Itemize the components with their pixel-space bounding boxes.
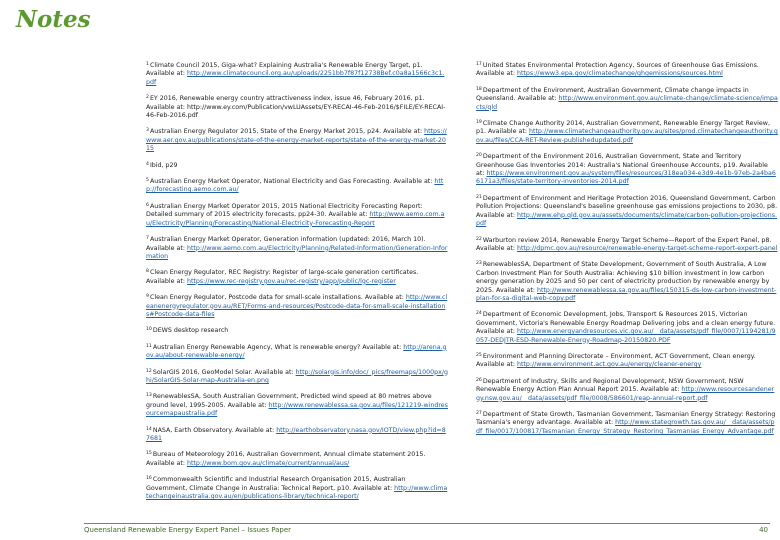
footnote-link[interactable]: http://www.climatechangeinaustralia.gov.au/en/publications-library/technical-report/ (146, 484, 448, 501)
footnote-number: 22 (476, 236, 482, 242)
footnote-link[interactable]: http://www.aemo.com.au/Electricity/Planning/Related-Information/Generation-Information (146, 244, 448, 260)
footnote (146, 393, 448, 418)
footnote-number: 10 (146, 327, 152, 333)
footnote (146, 62, 448, 87)
footnote (146, 427, 448, 444)
footnote-link[interactable]: https://www3.epa.gov/climatechange/ghgemissions/sources.html (516, 70, 723, 78)
footnote-number: 16 (146, 476, 152, 482)
footnote-link[interactable]: http://www.resourcesandenergy.nsw.gov.au/__data/assets/pdf_file/0008/586601/reap-annual-report.pdf (476, 386, 775, 402)
footnote-text: Australian Energy Regulator 2015, State of the Energy Market 2015, p24. Available at: (149, 128, 423, 136)
footnote (146, 327, 448, 335)
footnote-text: Department of the Environment 2016, Australian Government, State and Territory Greenhouse Gas Inventories 2014: Australia's National Greenhouse Accounts, p19. Available at: (476, 153, 768, 178)
footnote (476, 87, 778, 112)
footnote-text: Climate Change Authority 2014, Australian Government, Renewable Energy Target Review, p1. Available at: (476, 120, 770, 136)
footnote-number: 21 (476, 194, 482, 200)
footnote-number: 18 (476, 86, 482, 92)
footnote-text: Department of Industry, Skills and Regional Development, NSW Government, NSW Renewable Energy Action Plan Annual Report 2015. Available at: (476, 377, 744, 394)
footnote-link[interactable]: http://www.renewablessa.sa.gov.au/files/121219-windresourcemapaustralia.pdf (146, 401, 448, 418)
footnote-number: 7 (146, 236, 149, 242)
footnote-text: Ibid, p29 (149, 161, 178, 169)
footnote-text: Bureau of Meteorology 2016, Australian Government, Annual climate statement 2015. Available at: (146, 451, 426, 467)
footnote-link[interactable]: http://www.climatecouncil.org.au/uploads/2251bb7f87f12738Bef.c0a8a1566c3c1.pdf (146, 70, 445, 86)
footnote-number: 23 (476, 261, 482, 267)
page-title: Notes (16, 6, 91, 33)
footnote-number: 24 (476, 311, 482, 317)
footnote (146, 451, 448, 468)
footnote-link[interactable]: http://dpmc.gov.au/resource/renewable-energy-target-scheme-report-expert-panel (516, 244, 778, 252)
footnote (476, 311, 778, 345)
footnote-text: RenewablesSA, South Australian Government, Predicted wind speed at 80 metres above ground level, 1995-2005. Available at: (146, 393, 432, 409)
footnote-link[interactable]: http://www.environment.gov.au/climate-change/climate-science/impacts/qld (476, 95, 778, 111)
footnote (476, 261, 778, 303)
page-number: 40 (759, 526, 768, 534)
footnote-text: United States Environmental Protection Agency, Sources of Greenhouse Gas Emissions. Available at: (476, 62, 759, 78)
footnote-number: 14 (146, 426, 152, 432)
footnote-number: 4 (146, 161, 149, 167)
footnote (146, 269, 448, 286)
footnote (146, 236, 448, 261)
footnote-number: 3 (146, 128, 149, 134)
footnote-number: 8 (146, 269, 149, 275)
footnote-text: Clean Energy Regulator, Postcode data for small-scale installations. Available at: (149, 294, 404, 302)
footnote-number: 9 (146, 294, 149, 300)
footer-text: Queensland Renewable Energy Expert Panel – Issues Paper (84, 526, 292, 534)
left-notes-column (146, 62, 448, 509)
footnote (476, 378, 778, 403)
footnote-link[interactable]: http://arena.gov.au/about-renewable-energy/ (146, 343, 447, 360)
footnote (476, 153, 778, 187)
footnote-text: Commonwealth Scientific and Industrial Research Organisation 2015, Australian Government, Climate Change in Australia: Technical Report, p10. Available at: (146, 476, 406, 492)
footnote-link[interactable]: http://www.renewablessa.sa.gov.au/files/150315-ds-low-carbon-investment-plan-for-sa-digital-web-copy.pdf (476, 286, 777, 302)
footnote-link[interactable]: https://www.aer.gov.au/publications/state-of-the-energy-market-reports/state-of-the-energy-market-2015 (146, 128, 447, 153)
footnote-link[interactable]: http://www.bom.gov.au/climate/current/annual/aus/ (186, 459, 350, 467)
footnote (476, 353, 778, 370)
footnote-link[interactable]: http://www.cleanenergyregulator.gov.au/RET/Forms-and-resources/Postcode-data-for-small-scale-installations#Postcode-data-files (146, 294, 448, 318)
footnote (476, 195, 778, 229)
footnote-link[interactable]: http://www.climatechangeauthority.gov.au/sites/prod.climatechangeauthority.gov.au/files/CCA-RET-Review-publishedupdated.pdf (476, 128, 778, 144)
footnote (146, 128, 448, 153)
footnote (476, 411, 778, 436)
footnote (146, 95, 448, 120)
footnote (146, 162, 448, 170)
footnote-text: Australian Energy Market Operator, National Electricity and Gas Forecasting. Available at: (149, 178, 433, 186)
footnote-link[interactable]: http://www.stategrowth.tas.gov.au/__data/assets/pdf_file/0017/100817/Tasmanian_Energy_Strategy_Restoring_Tasmanias_Energy_Advantage.pdf (476, 419, 775, 435)
footnote-link[interactable]: http://solargis.info/doc/_pics/freemaps/1000px/ghi/SolarGIS-Solar-map-Australia-en.png (146, 368, 448, 384)
footnote-link[interactable]: http://www.aemo.com.au/Electricity/Planning/Forecasting/National-Electricity-Forecasting-Report (146, 211, 445, 227)
footnote-number: 26 (476, 377, 482, 383)
footnote-number: 6 (146, 202, 149, 208)
footnote (146, 203, 448, 228)
footnote-text: Climate Council 2015, Giga-what? Explaining Australia's Renewable Energy Target, p1. Available at: (146, 62, 423, 78)
footnote-link[interactable]: http://www.environment.act.gov.au/energy/cleaner-energy (516, 361, 702, 369)
footnote-text: Department of Environment and Heritage Protection 2016, Queensland Government, Carbon Pollution Projections: Queensland's baseline greenhouse gas emissions projections to 2030, p8. Available at: (476, 194, 778, 219)
footnote-number: 2 (146, 95, 149, 101)
footnote-link[interactable]: http://www.ehp.qld.gov.au/assets/documents/climate/carbon-pollution-projections.pdf (476, 211, 777, 228)
footnote-number: 15 (146, 451, 152, 457)
footnote-link[interactable]: https://www.environment.gov.au/system/files/resources/318ea034-e3d9-4e1b-97eb-2a4ba66171a3/files/state-territory-inventories-2014.pdf (476, 170, 776, 186)
footnote-number: 20 (476, 153, 482, 159)
footnote-number: 12 (146, 368, 152, 374)
footnote-text: Environment and Planning Directorate – Environment, ACT Government, Clean energy. Available at: (476, 352, 756, 369)
footnote-number: 1 (146, 62, 149, 67)
footnote-text: RenewablesSA, Department of State Development, Government of South Australia, A Low Carbon Investment Plan for South Australia: Achieving $10 billion investment in low carbon energy generation by 2025 and 50 per cent of electricity production by renewable energy by 2025. Available at: (476, 261, 770, 294)
footnote-link[interactable]: http://forecasting.aemo.com.au/ (146, 178, 444, 194)
footnote-text: SolarGIS 2016, GeoModel Solar. Available at: (152, 368, 294, 376)
footnote-number: 11 (146, 343, 152, 349)
footnote-text: DEWS desktop research (152, 327, 229, 335)
footnote-text: Clean Energy Regulator, REC Registry: Register of large-scale generation certificates. Available at: (146, 269, 419, 285)
footnote-link[interactable]: https://www.rec-registry.gov.au/rec-registry/app/public/lgc-register (186, 277, 396, 285)
footnote-number: 13 (146, 393, 152, 399)
footer-divider (84, 523, 770, 524)
footnote (146, 294, 448, 319)
footnote (146, 344, 448, 361)
footnote-link[interactable]: http://earthobservatory.nasa.gov/IOTD/view.php?id=87681 (146, 426, 446, 442)
footnote (476, 62, 778, 79)
footnote (146, 369, 448, 386)
footnote-number: 25 (476, 352, 482, 358)
footnote-number: 19 (476, 120, 482, 126)
footnote (146, 476, 448, 501)
footnote (476, 237, 778, 254)
footnote (146, 178, 448, 195)
footnote-number: 17 (476, 62, 482, 67)
footnote-text: Department of the Environment, Australian Government, Climate change impacts in Queensland. Available at: (476, 86, 749, 103)
footnote-text: Warburton review 2014, Renewable Energy Target Scheme—Report of the Expert Panel, p8. Available at: (476, 236, 772, 252)
footnote-text: Australian Energy Market Operator, Generation information (updated: 2016, March 10). Available at: (146, 236, 426, 252)
footnote-text: NASA, Earth Observatory. Available at: (152, 426, 275, 434)
footnote-text: Australian Energy Market Operator 2015, 2015 National Electricity Forecasting Report: Detailed summary of 2015 electricity forecasts, pp24-30. Available at: (146, 202, 423, 219)
footnote (476, 120, 778, 145)
footnote-text: Department of State Growth, Tasmanian Government, Tasmanian Energy Strategy: Restoring Tasmania's energy advantage. Available at: (476, 411, 776, 427)
footnote-number: 27 (476, 411, 482, 416)
footnote-text: Department of Economic Development, Jobs, Transport & Resources 2015, Victorian Government, Victoria's Renewable Energy Roadmap Delivering jobs and a clean energy future. Available at: (476, 311, 776, 336)
right-notes-column (476, 62, 778, 444)
footnote-link[interactable]: http://www.energyandresources.vic.gov.au/__data/assets/pdf_file/0007/1194281/9057-DEDJTR-ESD-Renewable-Energy-Roadmap-20150820.PDF (476, 328, 776, 344)
footnote-text: EY 2016, Renewable energy country attractiveness index, issue 46, February 2016, p1. Available at: http://www.ey.com/Publication/vwLUAssets/EY-RECAI-46-Feb-2016/$FILE/EY-RECAI-46-Feb-2016.pdf (146, 95, 446, 120)
footnote-number: 5 (146, 178, 149, 184)
footnote-text: Australian Energy Renewable Agency, What is renewable energy? Available at: (152, 343, 402, 351)
